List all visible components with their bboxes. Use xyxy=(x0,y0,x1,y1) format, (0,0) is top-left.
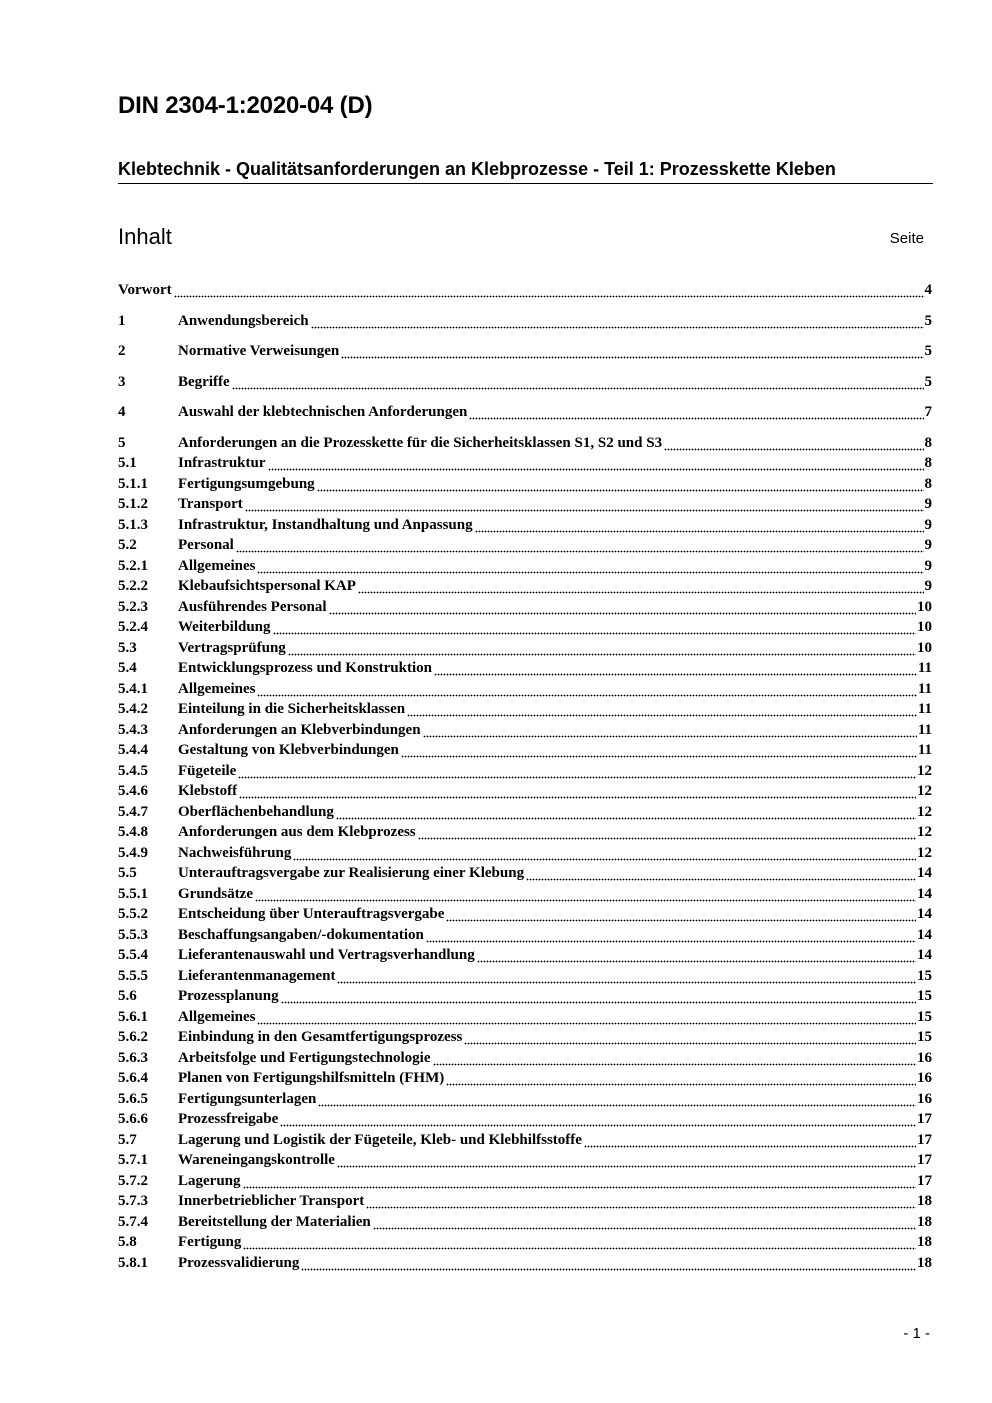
toc-entry-page: 11 xyxy=(917,701,932,717)
toc-dot-leader xyxy=(281,986,916,1007)
toc-entry-number: 5.4.6 xyxy=(118,783,148,799)
toc-entry-page: 7 xyxy=(924,404,932,420)
toc-dot-leader xyxy=(257,679,916,700)
toc-dot-leader xyxy=(584,1130,916,1151)
toc-entry-title: Fügeteile xyxy=(178,762,237,779)
toc-entry[interactable] xyxy=(118,822,932,843)
toc-entry-page: 12 xyxy=(917,824,932,840)
toc-entry[interactable] xyxy=(118,1212,932,1233)
toc-entry[interactable] xyxy=(118,1027,932,1048)
toc-entry-page: 16 xyxy=(917,1049,932,1066)
toc-entry[interactable] xyxy=(118,658,932,679)
toc-entry[interactable] xyxy=(118,280,932,301)
toc-entry-title: Oberflächenbehandlung xyxy=(178,803,334,820)
toc-dot-leader xyxy=(464,1027,916,1048)
toc-entry-title: Nachweisführung xyxy=(178,844,292,861)
toc-entry-title: Anforderungen aus dem Klebprozess xyxy=(178,824,416,840)
toc-entry-title: Normative Verweisungen xyxy=(178,343,340,359)
toc-entry-page: 5 xyxy=(924,343,932,359)
toc-entry-number: 5.5.3 xyxy=(118,926,148,943)
toc-entry-title: Lieferantenauswahl und Vertragsverhandlung xyxy=(178,947,475,963)
toc-entry-number: 5.4.3 xyxy=(118,721,148,738)
toc-entry-number: 5.6 xyxy=(118,988,137,1004)
toc-page-column-label: Seite xyxy=(889,230,924,247)
toc-entry-page: 11 xyxy=(917,721,932,738)
toc-entry-title: Wareneingangskontrolle xyxy=(178,1152,335,1168)
toc-entry[interactable] xyxy=(118,1109,932,1130)
toc-entry-page: 5 xyxy=(924,312,932,329)
toc-entry-title: Ausführendes Personal xyxy=(178,598,327,615)
toc-entry-number: 5.2 xyxy=(118,537,137,553)
toc-entry-page: 10 xyxy=(917,619,932,635)
toc-entry-page: 18 xyxy=(917,1193,932,1209)
toc-entry[interactable] xyxy=(118,494,932,515)
toc-entry-page: 15 xyxy=(917,1029,932,1045)
toc-entry-title: Lieferantenmanagement xyxy=(178,967,336,984)
toc-entry-number: 5.2.4 xyxy=(118,619,148,635)
toc-dot-leader xyxy=(526,863,916,884)
toc-entry[interactable] xyxy=(118,761,932,782)
toc-entry[interactable] xyxy=(118,925,932,946)
toc-entry-page: 9 xyxy=(924,516,932,533)
toc-entry-page: 5 xyxy=(924,373,932,390)
toc-entry-number: 5.1.3 xyxy=(118,516,148,533)
toc-entry-page: 10 xyxy=(917,598,932,615)
toc-entry[interactable] xyxy=(118,945,932,966)
toc-entry-page: 15 xyxy=(917,988,932,1004)
toc-entry-number: 4 xyxy=(118,404,126,420)
toc-entry-title: Fertigungsumgebung xyxy=(178,475,315,492)
toc-entry-number: 5.8 xyxy=(118,1234,137,1250)
toc-entry-page: 14 xyxy=(917,947,932,963)
toc-entry[interactable] xyxy=(118,966,932,987)
toc-entry-number: 5.1 xyxy=(118,455,137,471)
toc-entry-page: 11 xyxy=(917,680,932,697)
toc-entry-page: 8 xyxy=(924,434,932,451)
toc-entry-title: Allgemeines xyxy=(178,680,256,697)
toc-entry-title: Anwendungsbereich xyxy=(178,312,309,329)
toc-entry-title: Einbindung in den Gesamtfertigungsprozess xyxy=(178,1029,463,1045)
toc-entry-page: 14 xyxy=(917,906,932,922)
toc-dot-leader xyxy=(243,1232,916,1253)
toc-dot-leader xyxy=(255,884,916,905)
toc-entry-page: 11 xyxy=(917,660,932,676)
toc-entry[interactable] xyxy=(118,1150,932,1171)
toc-entry-page: 4 xyxy=(924,282,932,298)
toc-entry-title: Planen von Fertigungshilfsmitteln (FHM) xyxy=(178,1070,445,1086)
toc-entry-number: 5.5.4 xyxy=(118,947,148,963)
toc-entry[interactable] xyxy=(118,884,932,905)
document-title: DIN 2304-1:2020-04 (D) xyxy=(118,92,373,119)
toc-entry-page: 14 xyxy=(917,885,932,902)
toc-dot-leader xyxy=(238,761,916,782)
toc-entry-number: 5 xyxy=(118,434,126,451)
toc-entry-page: 15 xyxy=(917,1008,932,1025)
toc-entry-page: 9 xyxy=(924,537,932,553)
toc-entry-title: Bereitstellung der Materialien xyxy=(178,1213,371,1230)
toc-entry-number: 5.4 xyxy=(118,660,137,676)
toc-dot-leader xyxy=(418,822,916,843)
toc-entry-number: 5.4.1 xyxy=(118,680,148,697)
toc-entry[interactable] xyxy=(118,986,932,1007)
toc-dot-leader xyxy=(243,1171,916,1192)
toc-entry[interactable] xyxy=(118,843,932,864)
toc-entry-title: Lagerung xyxy=(178,1172,241,1189)
toc-entry-number: 5.5.5 xyxy=(118,967,148,984)
toc-dot-leader xyxy=(401,740,917,761)
toc-entry-number: 5.5.1 xyxy=(118,885,148,902)
toc-entry-page: 10 xyxy=(917,639,932,656)
toc-entry-number: 5.4.7 xyxy=(118,803,148,820)
toc-dot-leader xyxy=(358,576,924,597)
toc-dot-leader xyxy=(273,617,916,638)
toc-entry-number: 5.5.2 xyxy=(118,906,148,922)
table-of-contents xyxy=(118,280,932,1273)
toc-entry-page: 15 xyxy=(917,967,932,984)
toc-heading: Inhalt xyxy=(118,224,172,249)
toc-dot-leader xyxy=(433,1048,917,1069)
toc-entry[interactable] xyxy=(118,372,932,393)
toc-dot-leader xyxy=(317,474,924,495)
toc-entry[interactable] xyxy=(118,453,932,474)
toc-entry[interactable] xyxy=(118,638,932,659)
toc-entry-page: 12 xyxy=(917,844,932,861)
toc-entry[interactable] xyxy=(118,781,932,802)
toc-entry-number: 5.1.1 xyxy=(118,475,148,492)
toc-entry-number: 5.6.1 xyxy=(118,1008,148,1025)
toc-dot-leader xyxy=(407,699,917,720)
toc-entry-title: Lagerung und Logistik der Fügeteile, Kleb- und Klebhilfsstoffe xyxy=(178,1131,582,1148)
toc-entry[interactable] xyxy=(118,341,932,362)
toc-entry-number: 5.6.6 xyxy=(118,1111,148,1127)
toc-dot-leader xyxy=(446,1068,916,1089)
toc-entry[interactable] xyxy=(118,1232,932,1253)
toc-entry-page: 18 xyxy=(917,1213,932,1230)
toc-entry-title: Infrastruktur xyxy=(178,455,266,471)
toc-entry-title: Transport xyxy=(178,496,243,512)
toc-entry-page: 14 xyxy=(917,926,932,943)
toc-entry-page: 9 xyxy=(924,557,932,574)
toc-entry-title: Entscheidung über Unterauftragsvergabe xyxy=(178,906,445,922)
toc-entry-page: 11 xyxy=(917,742,932,758)
toc-dot-leader xyxy=(236,535,924,556)
toc-entry-page: 8 xyxy=(924,455,932,471)
toc-dot-leader xyxy=(475,515,924,536)
toc-entry-title: Grundsätze xyxy=(178,885,253,902)
toc-entry-number: 5.4.9 xyxy=(118,844,148,861)
toc-entry-page: 12 xyxy=(917,803,932,820)
toc-entry-page: 12 xyxy=(917,762,932,779)
toc-entry-title: Entwicklungsprozess und Konstruktion xyxy=(178,660,432,676)
toc-entry-title: Prozessplanung xyxy=(178,988,279,1004)
toc-dot-leader xyxy=(311,311,924,332)
toc-dot-leader xyxy=(664,433,923,454)
toc-entry-title: Anforderungen an die Prozesskette für die Sicherheitsklassen S1, S2 und S3 xyxy=(178,434,663,451)
toc-dot-leader xyxy=(469,402,923,423)
toc-dot-leader xyxy=(257,556,923,577)
toc-entry-title: Vorwort xyxy=(118,282,172,298)
toc-entry-number: 5.6.2 xyxy=(118,1029,148,1045)
toc-entry[interactable] xyxy=(118,1130,932,1151)
toc-entry-title: Auswahl der klebtechnischen Anforderungen xyxy=(178,404,468,420)
toc-entry[interactable] xyxy=(118,597,932,618)
toc-dot-leader xyxy=(245,494,924,515)
toc-entry-number: 5.1.2 xyxy=(118,496,148,512)
toc-dot-leader xyxy=(434,658,917,679)
toc-entry-title: Fertigungsunterlagen xyxy=(178,1090,317,1107)
toc-dot-leader xyxy=(337,966,916,987)
toc-dot-leader xyxy=(280,1109,916,1130)
toc-entry[interactable] xyxy=(118,720,932,741)
toc-entry-page: 17 xyxy=(917,1172,932,1189)
toc-entry[interactable] xyxy=(118,699,932,720)
toc-entry[interactable] xyxy=(118,556,932,577)
toc-entry[interactable] xyxy=(118,1171,932,1192)
toc-entry[interactable] xyxy=(118,679,932,700)
toc-entry-number: 5.7.3 xyxy=(118,1193,148,1209)
toc-dot-leader xyxy=(293,843,916,864)
toc-dot-leader xyxy=(446,904,916,925)
toc-entry-title: Allgemeines xyxy=(178,557,256,574)
toc-entry-page: 14 xyxy=(917,865,932,881)
toc-entry[interactable] xyxy=(118,740,932,761)
toc-entry-title: Unterauftragsvergabe zur Realisierung einer Klebung xyxy=(178,865,525,881)
toc-entry-title: Allgemeines xyxy=(178,1008,256,1025)
toc-dot-leader xyxy=(366,1191,916,1212)
toc-entry[interactable] xyxy=(118,474,932,495)
toc-entry-number: 5.7.4 xyxy=(118,1213,148,1230)
toc-entry[interactable] xyxy=(118,1089,932,1110)
toc-entry-page: 16 xyxy=(917,1070,932,1086)
toc-entry-title: Prozessfreigabe xyxy=(178,1111,279,1127)
toc-entry-title: Begriffe xyxy=(178,373,230,390)
toc-dot-leader xyxy=(423,720,917,741)
toc-entry-page: 18 xyxy=(917,1254,932,1271)
toc-dot-leader xyxy=(239,781,916,802)
toc-entry-number: 3 xyxy=(118,373,126,390)
toc-entry-title: Gestaltung von Klebverbindungen xyxy=(178,742,399,758)
toc-entry-title: Fertigung xyxy=(178,1234,242,1250)
toc-entry-number: 5.7 xyxy=(118,1131,137,1148)
toc-entry-title: Prozessvalidierung xyxy=(178,1254,300,1271)
toc-entry[interactable] xyxy=(118,311,932,332)
toc-dot-leader xyxy=(257,1007,916,1028)
toc-entry-number: 5.6.4 xyxy=(118,1070,148,1086)
toc-entry[interactable] xyxy=(118,535,932,556)
page-number: - 1 - xyxy=(903,1325,930,1342)
toc-dot-leader xyxy=(318,1089,916,1110)
toc-entry-number: 5.6.5 xyxy=(118,1090,148,1107)
toc-entry-number: 5.4.4 xyxy=(118,742,148,758)
toc-entry-title: Infrastruktur, Instandhaltung und Anpassung xyxy=(178,516,473,533)
toc-entry[interactable] xyxy=(118,402,932,423)
toc-entry[interactable] xyxy=(118,1191,932,1212)
toc-dot-leader xyxy=(341,341,923,362)
toc-entry-number: 5.7.2 xyxy=(118,1172,148,1189)
toc-dot-leader xyxy=(268,453,924,474)
toc-dot-leader xyxy=(301,1253,916,1274)
toc-dot-leader xyxy=(373,1212,916,1233)
toc-entry-number: 5.6.3 xyxy=(118,1049,148,1066)
toc-dot-leader xyxy=(426,925,916,946)
toc-entry-number: 5.4.5 xyxy=(118,762,148,779)
toc-entry[interactable] xyxy=(118,1253,932,1274)
toc-entry[interactable] xyxy=(118,515,932,536)
toc-dot-leader xyxy=(336,802,916,823)
toc-entry-number: 5.5 xyxy=(118,865,137,881)
toc-entry-number: 5.7.1 xyxy=(118,1152,148,1168)
toc-entry-title: Arbeitsfolge und Fertigungstechnologie xyxy=(178,1049,431,1066)
toc-entry-page: 9 xyxy=(924,578,932,594)
toc-entry[interactable] xyxy=(118,904,932,925)
toc-entry-page: 17 xyxy=(917,1111,932,1127)
toc-entry-title: Innerbetrieblicher Transport xyxy=(178,1193,365,1209)
toc-entry-title: Klebstoff xyxy=(178,783,238,799)
toc-entry-number: 5.4.2 xyxy=(118,701,148,717)
toc-entry-number: 5.2.1 xyxy=(118,557,148,574)
toc-entry-title: Beschaffungsangaben/-dokumentation xyxy=(178,926,424,943)
toc-dot-leader xyxy=(477,945,916,966)
toc-entry[interactable] xyxy=(118,1068,932,1089)
toc-entry-page: 9 xyxy=(924,496,932,512)
toc-entry-title: Weiterbildung xyxy=(178,619,271,635)
toc-entry-title: Vertragsprüfung xyxy=(178,639,286,656)
toc-entry[interactable] xyxy=(118,617,932,638)
toc-entry[interactable] xyxy=(118,433,932,454)
toc-dot-leader xyxy=(329,597,917,618)
toc-dot-leader xyxy=(232,372,924,393)
toc-entry[interactable] xyxy=(118,1007,932,1028)
toc-entry-number: 5.2.2 xyxy=(118,578,148,594)
toc-entry-number: 5.8.1 xyxy=(118,1254,148,1271)
toc-entry-title: Klebaufsichtspersonal KAP xyxy=(178,578,356,594)
toc-entry-page: 12 xyxy=(917,783,932,799)
toc-dot-leader xyxy=(288,638,916,659)
toc-entry-title: Einteilung in die Sicherheitsklassen xyxy=(178,701,406,717)
toc-entry-number: 2 xyxy=(118,343,126,359)
document-subtitle: Klebtechnik - Qualitätsanforderungen an Klebprozesse - Teil 1: Prozesskette Kleben xyxy=(118,159,933,184)
toc-entry-page: 18 xyxy=(917,1234,932,1250)
toc-entry-number: 5.3 xyxy=(118,639,137,656)
toc-entry[interactable] xyxy=(118,863,932,884)
toc-entry-page: 16 xyxy=(917,1090,932,1107)
toc-entry[interactable] xyxy=(118,576,932,597)
toc-entry[interactable] xyxy=(118,802,932,823)
toc-entry-page: 17 xyxy=(917,1131,932,1148)
toc-entry-number: 1 xyxy=(118,312,126,329)
toc-dot-leader xyxy=(337,1150,916,1171)
toc-entry-page: 8 xyxy=(924,475,932,492)
toc-dot-leader xyxy=(174,280,924,301)
toc-entry-title: Anforderungen an Klebverbindungen xyxy=(178,721,421,738)
toc-entry-title: Personal xyxy=(178,537,234,553)
toc-entry-number: 5.2.3 xyxy=(118,598,148,615)
toc-entry[interactable] xyxy=(118,1048,932,1069)
toc-entry-page: 17 xyxy=(917,1152,932,1168)
toc-entry-number: 5.4.8 xyxy=(118,824,148,840)
